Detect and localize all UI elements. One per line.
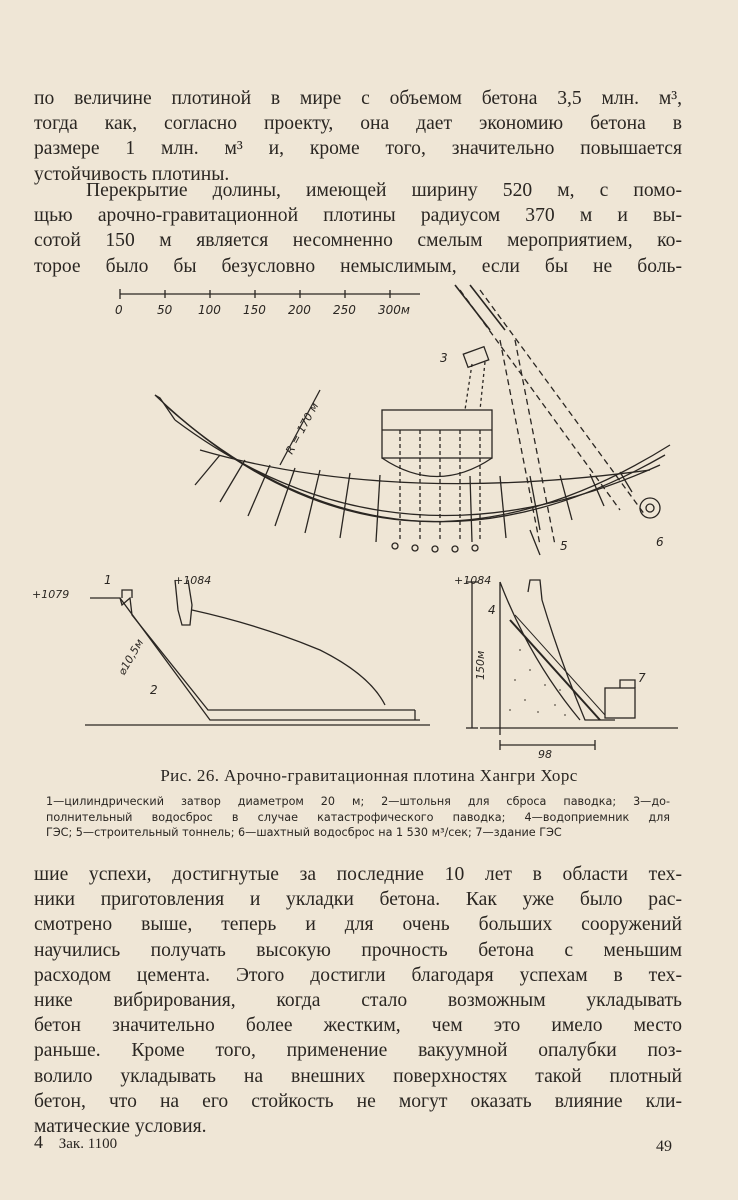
base-width-label: 98: [538, 748, 552, 761]
text-line: торое было бы безусловно немыслимым, если бы не боль-: [34, 255, 682, 277]
text-line: устойчивость плотины.: [34, 163, 230, 185]
text-line: раньше. Кроме того, применение вакуумной опалубки поз-: [34, 1040, 682, 1062]
scale-tick-label: 200: [288, 303, 311, 317]
text-line: научились получать высокую прочность бетона с меньшим: [34, 939, 682, 961]
text-line: смотрено выше, теперь и для очень больших сооружений: [34, 914, 682, 936]
scale-tick-label: 100: [198, 303, 221, 317]
plan-label-3: 3: [440, 351, 448, 365]
text-line: расходом цемента. Этого достигли благодаря успехам в тех-: [34, 964, 682, 986]
text-line: нике вибрирования, когда стало возможным укладывать: [34, 990, 682, 1012]
text-line: волило укладывать на внешних поверхностях такой плотный: [34, 1065, 682, 1087]
printer-signature: [34, 1132, 117, 1153]
paragraph-2: [34, 178, 682, 279]
text-line: щью арочно-гравитационной плотины радиусом 370 м и вы-: [34, 205, 682, 227]
height-label: 150м: [474, 650, 487, 680]
scale-tick-label: 0: [115, 303, 123, 317]
plan-label-5: 5: [560, 539, 568, 553]
text-line: тогда как, согласно проекту, она дает экономию бетона в: [34, 113, 682, 135]
plan-label-6: 6: [656, 535, 664, 549]
dam-plan: [155, 347, 670, 555]
text-line: Перекрытие долины, имеющей ширину 520 м, с помо-: [86, 180, 682, 201]
section-label-7: 7: [638, 671, 646, 685]
text-line: шие успехи, достигнутые за последние 10 лет в области тех-: [34, 864, 682, 885]
dam-figure: [32, 280, 690, 761]
section-right: [466, 580, 678, 750]
scale-tick-label: 50: [157, 303, 173, 317]
figure-caption: Рис. 26. Арочно-гравитационная плотина Хангри Хорс: [160, 766, 578, 785]
page-number: 49: [656, 1138, 672, 1155]
signature-mark: 4: [34, 1132, 43, 1152]
legend-line: ГЭС; 5—строительный тоннель; 6—шахтный водосброс на 1 530 м³/сек; 7—здание ГЭС: [46, 826, 562, 840]
text-line: размере 1 млн. м³ и, кроме того, значительно повышается: [34, 138, 682, 160]
paragraph-3: [34, 862, 682, 1139]
order-number: Зак. 1100: [58, 1136, 118, 1152]
scale-tick-label: 250: [333, 303, 356, 317]
text-line: сотой 150 м является несомненно смелым мероприятием, ко-: [34, 230, 682, 252]
figure-legend: [46, 794, 670, 841]
text-line: бетон значительно более жестким, чем это имело место: [34, 1015, 682, 1037]
elevation-label: +1084: [174, 574, 212, 587]
legend-line: 1—цилиндрический затвор диаметром 20 м; 2—штольня для сброса паводка; 3—до-: [46, 795, 670, 808]
text-line: бетон, что на его стойкость не могут оказать влияние кли-: [34, 1090, 682, 1112]
scale-tick-label: 150: [243, 303, 266, 317]
section-label-2: 2: [150, 683, 158, 697]
radius-label: R = 170 м: [283, 400, 322, 457]
text-line: матические условия.: [34, 1116, 207, 1138]
text-line: ники приготовления и укладки бетона. Как уже было рас-: [34, 889, 682, 911]
elevation-label: +1084: [454, 574, 492, 587]
text-line: по величине плотиной в мире с объемом бетона 3,5 млн. м³,: [34, 88, 682, 109]
dam-drawing: [32, 280, 690, 761]
elevation-label: +1079: [32, 588, 70, 601]
scale-tick-label: 300м: [378, 303, 410, 317]
section-label-1: 1: [104, 573, 112, 587]
section-label-4: 4: [488, 603, 496, 617]
legend-line: полнительный водосброс в случае катастрофического паводка; 4—водоприемник для: [46, 810, 670, 824]
diameter-label: ⌀10,5м: [115, 636, 147, 678]
scale-bar: [120, 289, 420, 299]
paragraph-1: [34, 86, 682, 187]
